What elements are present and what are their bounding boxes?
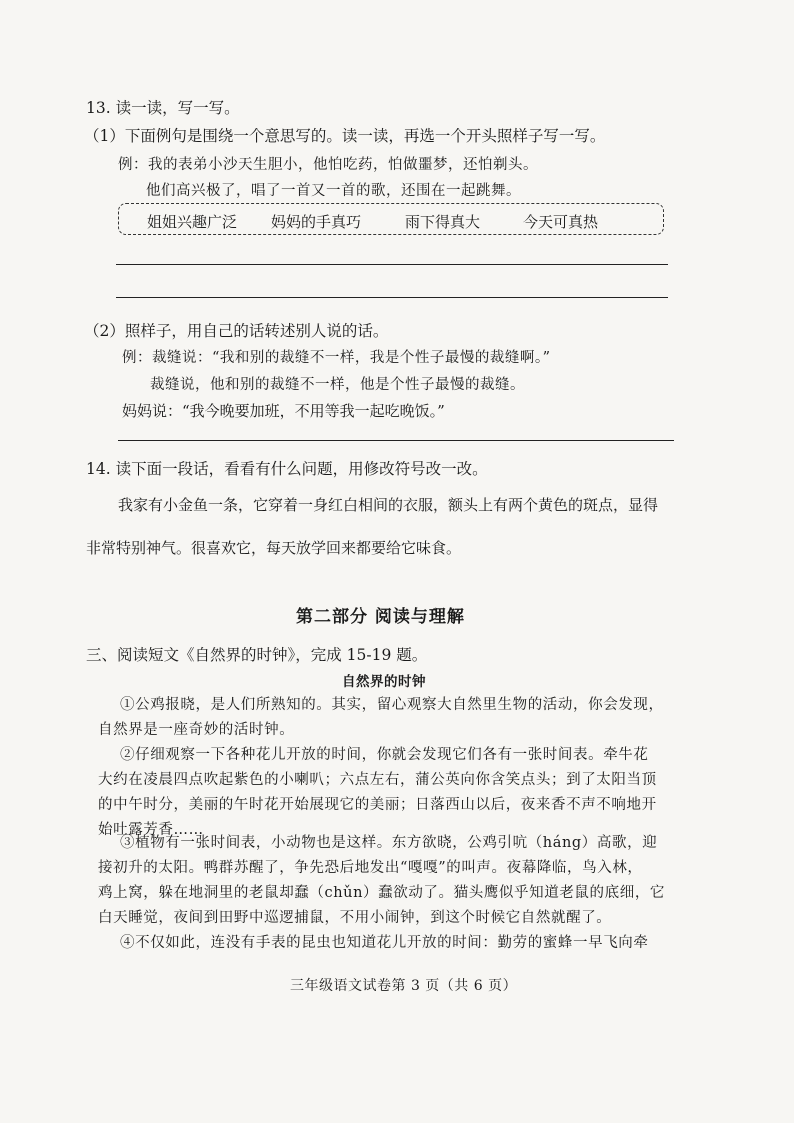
reading-section-title: 三、阅读短文《自然界的时钟》，完成 15-19 题。: [86, 646, 428, 664]
answer-line[interactable]: [116, 297, 668, 298]
phrase-option: 姐姐兴趣广泛: [147, 213, 238, 231]
article-line: 鸡上窝，躲在地洞里的老鼠却蠢（chǔn）蠢欲动了。猫头鹰似乎知道老鼠的底细，它: [98, 885, 666, 901]
answer-line[interactable]: [116, 264, 668, 265]
q14-paragraph-line1: 我家有小金鱼一条，它穿着一身红白相间的衣服，额头上有两个黄色的斑点，显得: [118, 496, 659, 514]
article-line: ④不仅如此，连没有手表的昆虫也知道花儿开放的时间：勤劳的蜜蜂一早飞向牵: [120, 935, 649, 951]
article-line: 始吐露芳香……: [98, 822, 204, 838]
q13-part1-instruction: （1）下面例句是围绕一个意思写的。读一读，再选一个开头照样子写一写。: [84, 127, 606, 145]
phrase-option: 今天可真热: [523, 213, 599, 231]
article-line: ①公鸡报晓，是人们所熟知的。其实，留心观察大自然里生物的活动，你会发现，: [120, 697, 664, 713]
q14-title: 14. 读下面一段话，看看有什么问题，用修改符号改一改。: [86, 460, 488, 478]
part-two-heading: 第二部分 阅读与理解: [296, 607, 465, 627]
q14-paragraph-line2: 非常特别神气。很喜欢它，每天放学回来都要给它味食。: [86, 539, 462, 557]
q13-example-line2: 他们高兴极了，唱了一首又一首的歌，还围在一起跳舞。: [146, 183, 521, 199]
page-footer: 三年级语文试卷第 3 页（共 6 页）: [290, 978, 518, 994]
q13-part2-example-line2: 裁缝说，他和别的裁缝不一样，他是个性子最慢的裁缝。: [150, 377, 525, 393]
article-line: 白天睡觉，夜间到田野中巡逻捕鼠，不用小闹钟，到这个时候它自然就醒了。: [98, 910, 612, 926]
article-line: 大约在凌晨四点吹起紫色的小喇叭；六点左右，蒲公英向你含笑点头；到了太阳当顶: [98, 772, 657, 788]
q13-part2-prompt: 妈妈说：“我今晚要加班，不用等我一起吃晚饭。”: [122, 402, 445, 420]
answer-line[interactable]: [118, 440, 674, 441]
article-title: 自然界的时钟: [342, 674, 426, 690]
q13-title: 13. 读一读，写一写。: [86, 99, 240, 117]
q13-part2-instruction: （2）照样子，用自己的话转述别人说的话。: [84, 322, 389, 340]
article-line: 的中午时分，美丽的午时花开始展现它的美丽；日落西山以后，夜来香不声不响地开: [98, 797, 657, 813]
phrase-choice-box: [118, 203, 664, 235]
phrase-option: 雨下得真大: [405, 213, 481, 231]
article-line: 自然界是一座奇妙的活时钟。: [98, 722, 295, 738]
q13-example-line1: 例：我的表弟小沙天生胆小，他怕吃药，怕做噩梦，还怕剃头。: [118, 157, 538, 173]
q13-part2-example-line1: 例：裁缝说：“我和别的裁缝不一样，我是个性子最慢的裁缝啊。”: [122, 350, 551, 366]
article-line: 接初升的太阳。鸭群苏醒了，争先恐后地发出“嘎嘎”的叫声。夜幕降临，鸟入林，: [98, 860, 643, 876]
article-line: ③植物有一张时间表，小动物也是这样。东方欲晓，公鸡引吭（háng）高歌，迎: [120, 835, 658, 851]
phrase-option: 妈妈的手真巧: [271, 213, 362, 231]
article-line: ②仔细观察一下各种花儿开放的时间，你就会发现它们各有一张时间表。牵牛花: [120, 747, 649, 763]
